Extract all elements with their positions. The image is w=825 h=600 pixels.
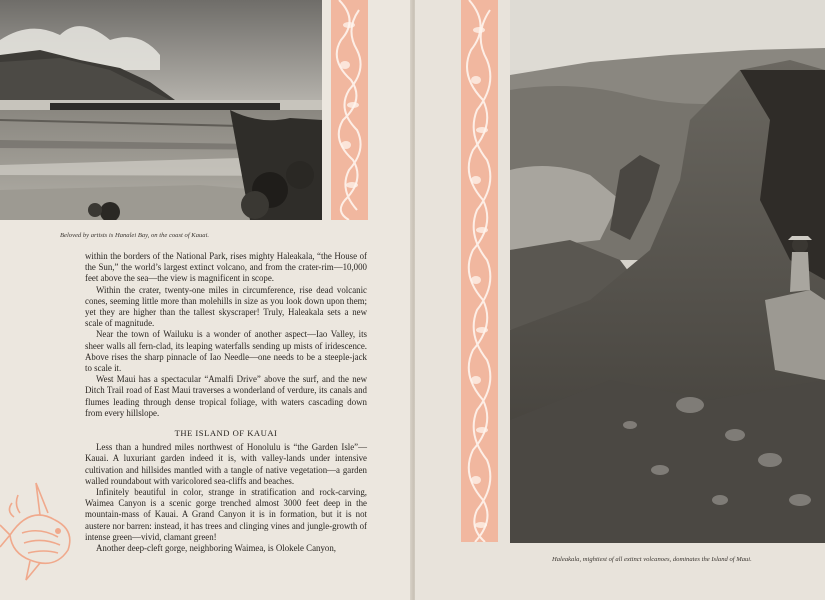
hanalei-caption: Beloved by artists is Hanalei Bay, on the coast of Kauai.: [60, 232, 210, 239]
fish-illustration: [0, 475, 80, 585]
floral-border-left: [331, 0, 368, 220]
article-body: [85, 251, 367, 554]
paragraph: Infinitely beautiful in color, strange in stratification and rock-carving, Waimea Canyon is a scenic gorge trenched almost 3000 feet deep in the mountain-mass of Kauai. A Grand Canyon it is in formation, but it is not austere nor barren: instead, it has trees and clinging vines and jungle-growth of intense green—vivid, clamant green!: [85, 487, 367, 542]
haleakala-photo: [510, 0, 825, 543]
paragraph: Less than a hundred miles northwest of Honolulu is “the Garden Isle”—Kauai. A luxuriant garden indeed it is, with valley-lands under intensive cultivation and hillsides mantled with a tangle of native vegetation—a garden walled roundabout with varicolored sea-cliffs and beaches.: [85, 442, 367, 486]
section-heading: THE ISLAND OF KAUAI: [174, 428, 278, 439]
floral-border-center: [461, 0, 498, 542]
paragraph: West Maui has a spectacular “Amalfi Drive” above the surf, and the new Ditch Trail road of East Maui traverses a wonderland of verdure, its canals and flumes leading through dense tropical foliage, with waters cascading down from every hillslope.: [85, 374, 367, 418]
haleakala-caption: Haleakala, mightiest of all extinct volcanoes, dominates the Island of Maui.: [552, 556, 752, 563]
paragraph: Another deep-cleft gorge, neighboring Waimea, is Olokele Canyon,: [96, 543, 336, 554]
paragraph: within the borders of the National Park, rises mighty Haleakala, “the House of the Sun,” the world’s largest extinct volcano, and from the crater-rim—10,000 feet above the sea—the view is magnificent in scope.: [85, 251, 367, 284]
paragraph: Near the town of Wailuku is a wonder of another aspect—Iao Valley, its sheer walls all fern-clad, its leaping waterfalls sending up mists of iridescence. Above rises the sharp pinnacle of Iao Needle—one needs to be a steeple-jack to scale it.: [85, 329, 367, 374]
paragraph: Within the crater, twenty-one miles in circumference, rise dead volcanic cones, seeming little more than molehills in size as you look down upon them; yet they are higher than the tallest skyscraper! Truly, Haleakala sets a new scale of magnitude.: [85, 284, 367, 329]
hanalei-bay-photo: [0, 0, 322, 220]
